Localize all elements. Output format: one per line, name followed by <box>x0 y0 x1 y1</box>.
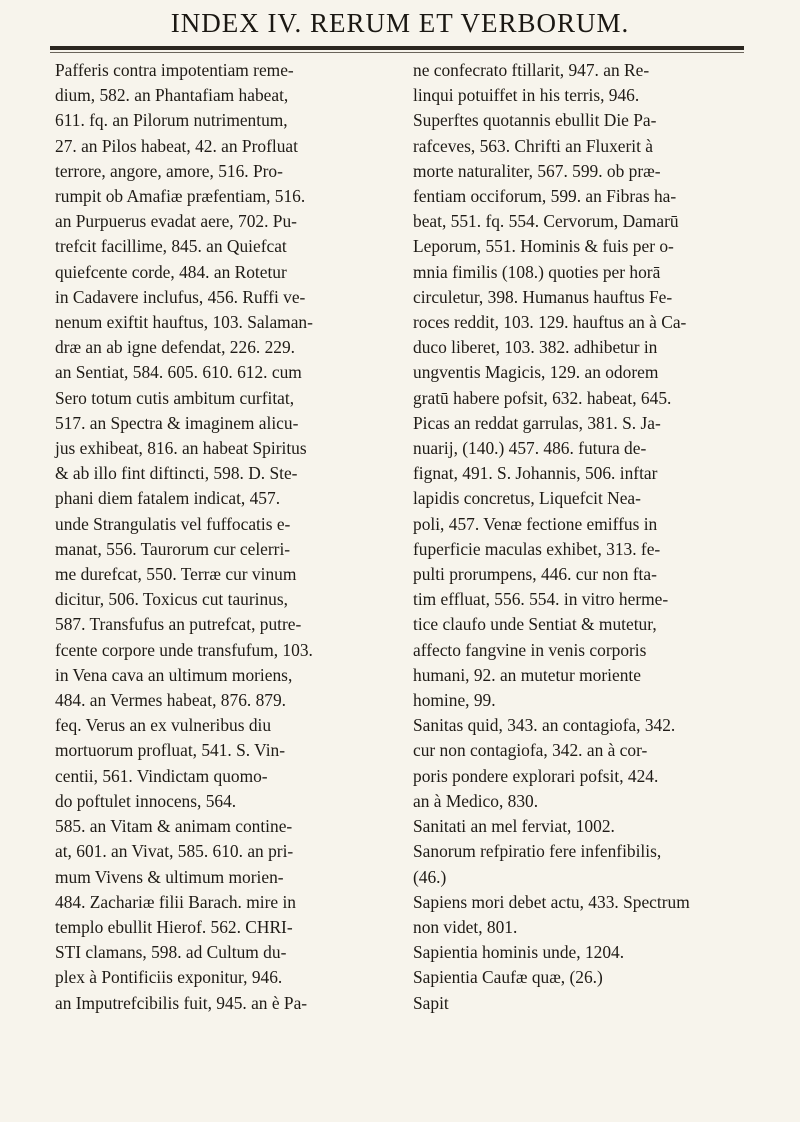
index-line: quiefcente corde, 484. an Rotetur <box>55 261 287 282</box>
index-line: fignat, 491. S. Johannis, 506. inftar <box>413 463 658 484</box>
index-line: tim effluat, 556. 554. in vitro herme- <box>413 589 669 610</box>
header-rule <box>50 46 744 50</box>
index-line: plex à Pontificiis exponitur, 946. <box>55 967 283 988</box>
index-line: terrore, angore, amore, 516. Pro- <box>55 160 283 181</box>
index-line: an à Medico, 830. <box>413 790 539 811</box>
index-line: beat, 551. fq. 554. Cervorum, Damarū <box>413 211 679 232</box>
index-line: manat, 556. Taurorum cur celerri- <box>55 538 291 559</box>
index-line: 587. Transfufus an putrefcat, putre- <box>55 614 302 635</box>
index-line: roces reddit, 103. 129. hauftus an à Ca- <box>413 312 687 333</box>
running-head: INDEX IV. RERUM ET VERBORUM. <box>170 8 630 38</box>
index-line: Sapientia hominis unde, 1204. <box>413 942 625 963</box>
index-line: at, 601. an Vivat, 585. 610. an pri- <box>55 841 294 862</box>
index-line: Sapientia Caufæ quæ, (26.) <box>413 967 603 988</box>
index-line: lapidis concretus, Liquefcit Nea- <box>413 488 641 509</box>
index-line: Leporum, 551. Hominis & fuis per o- <box>413 236 674 257</box>
index-line: dicitur, 506. Toxicus cut taurinus, <box>55 589 288 610</box>
index-line: tice claufo unde Sentiat & mutetur, <box>413 614 657 635</box>
index-line: Picas an reddat garrulas, 381. S. Ja- <box>413 412 661 433</box>
index-line: non videt, 801. <box>413 916 518 937</box>
index-line: humani, 92. an mutetur moriente <box>413 664 641 685</box>
index-line: do poftulet innocens, 564. <box>55 790 237 811</box>
index-line: jus exhibeat, 816. an habeat Spiritus <box>55 438 307 459</box>
index-line: poris pondere explorari pofsit, 424. <box>413 765 659 786</box>
index-line: Sero totum cutis ambitum curfitat, <box>55 387 295 408</box>
index-line: 27. an Pilos habeat, 42. an Profluat <box>55 135 298 156</box>
index-line: & ab illo fint diftincti, 598. D. Ste- <box>55 463 298 484</box>
index-line: cur non contagiofa, 342. an à cor- <box>413 740 648 761</box>
index-line: mnia fimilis (108.) quoties per horā <box>413 261 661 282</box>
header-rule-thin <box>50 52 744 53</box>
index-line: pulti prorumpens, 446. cur non fta- <box>413 564 657 585</box>
right-column <box>413 58 743 1016</box>
index-line: 611. fq. an Pilorum nutrimentum, <box>55 110 288 131</box>
index-line: morte naturaliter, 567. 599. ob præ- <box>413 160 661 181</box>
index-line: affecto fangvine in venis corporis <box>413 639 647 660</box>
index-line: feq. Verus an ex vulneribus diu <box>55 715 272 736</box>
index-line: 484. an Vermes habeat, 876. 879. <box>55 690 287 711</box>
index-line: fuperficie maculas exhibet, 313. fe- <box>413 538 661 559</box>
index-line: nuarij, (140.) 457. 486. futura de- <box>413 438 647 459</box>
index-line: circuletur, 398. Humanus hauftus Fe- <box>413 286 673 307</box>
index-line: ne confecrato ftillarit, 947. an Re- <box>413 60 650 80</box>
index-line: mortuorum profluat, 541. S. Vin- <box>55 740 286 761</box>
index-line: unde Strangulatis vel fuffocatis e- <box>55 513 291 534</box>
index-line: 585. an Vitam & animam contine- <box>55 816 293 837</box>
index-line: in Vena cava an ultimum moriens, <box>55 664 293 685</box>
index-line: Sanitas quid, 343. an contagiofa, 342. <box>413 715 676 736</box>
index-line: Pafferis contra impotentiam reme- <box>55 60 294 80</box>
index-line: duco liberet, 103. 382. adhibetur in <box>413 337 658 358</box>
index-line: gratū habere pofsit, 632. habeat, 645. <box>413 387 672 408</box>
index-line: an Imputrefcibilis fuit, 945. an è Pa- <box>55 992 308 1013</box>
index-line: 517. an Spectra & imaginem alicu- <box>55 412 299 433</box>
index-line: Superftes quotannis ebullit Die Pa- <box>413 110 657 131</box>
index-line: fentiam occiforum, 599. an Fibras ha- <box>413 186 677 207</box>
index-line: homine, 99. <box>413 690 496 711</box>
index-line: an Sentiat, 584. 605. 610. 612. cum <box>55 362 302 383</box>
index-line: Sapiens mori debet actu, 433. Spectrum <box>413 891 690 912</box>
index-line: me durefcat, 550. Terræ cur vinum <box>55 564 297 585</box>
index-line: mum Vivens & ultimum morien- <box>55 866 284 887</box>
index-line: ungventis Magicis, 129. an odorem <box>413 362 659 383</box>
index-line: poli, 457. Venæ fectione emiffus in <box>413 513 658 534</box>
index-line: nenum exiftit hauftus, 103. Salaman- <box>55 312 313 333</box>
left-column <box>55 58 373 1016</box>
index-line: rumpit ob Amafiæ præfentiam, 516. <box>55 186 306 207</box>
index-line: trefcit facillime, 845. an Quiefcat <box>55 236 287 257</box>
index-line: (46.) <box>413 866 447 887</box>
index-line: Sapit <box>413 992 449 1013</box>
index-line: Sanorum refpiratio fere infenfibilis, <box>413 841 662 862</box>
index-line: rafceves, 563. Chrifti an Fluxerit à <box>413 135 654 156</box>
index-line: 484. Zachariæ filii Barach. mire in <box>55 891 296 912</box>
index-line: dium, 582. an Phantafiam habeat, <box>55 85 289 106</box>
index-line: linqui potuiffet in his terris, 946. <box>413 85 640 106</box>
index-line: STI clamans, 598. ad Cultum du- <box>55 942 287 963</box>
index-line: Sanitati an mel ferviat, 1002. <box>413 816 615 837</box>
index-line: fcente corpore unde transfufum, 103. <box>55 639 313 660</box>
index-line: dræ an ab igne defendat, 226. 229. <box>55 337 296 358</box>
index-line: an Purpuerus evadat aere, 702. Pu- <box>55 211 297 232</box>
index-line: centii, 561. Vindictam quomo- <box>55 765 268 786</box>
index-line: phani diem fatalem indicat, 457. <box>55 488 281 509</box>
index-line: templo ebullit Hierof. 562. CHRI- <box>55 916 293 937</box>
index-line: in Cadavere inclufus, 456. Ruffi ve- <box>55 286 306 307</box>
